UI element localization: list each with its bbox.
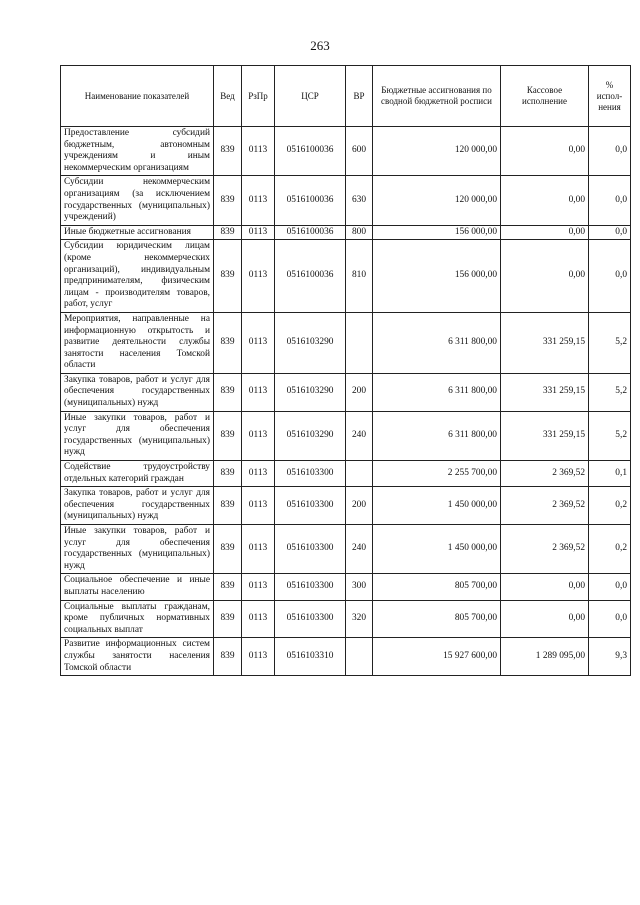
cell-assignments: 2 255 700,00 (373, 461, 501, 487)
table-row (61, 240, 631, 313)
cell-ved: 839 (214, 525, 242, 574)
cell-name: Субсидии юридическим лицам (кроме некоммерческих организаций), индивидуальным предпринимателям, физическим лицам - производителям товаров, работ, услуг (61, 240, 214, 313)
cell-name: Социальное обеспечение и иные выплаты населению (61, 574, 214, 600)
cell-assignments: 120 000,00 (373, 127, 501, 176)
table-row (61, 487, 631, 525)
cell-csr: 0516100036 (275, 176, 346, 225)
cell-name: Мероприятия, направленные на информационную открытость и развитие деятельности службы занятости населения Томской области (61, 312, 214, 373)
cell-cash: 0,00 (501, 240, 589, 313)
cell-ved: 839 (214, 411, 242, 460)
header-assignments: Бюджетные ассигнования по сводной бюджетной росписи (373, 66, 501, 127)
cell-assignments: 6 311 800,00 (373, 373, 501, 411)
budget-table (60, 65, 631, 676)
cell-name: Иные бюджетные ассигнования (61, 225, 214, 240)
table-header-row (61, 66, 631, 127)
cell-rzpr: 0113 (242, 312, 275, 373)
cell-name: Субсидии некоммерческим организациям (за исключением государственных (муниципальных) учреждений) (61, 176, 214, 225)
cell-assignments: 6 311 800,00 (373, 411, 501, 460)
cell-vr: 630 (346, 176, 373, 225)
cell-ved: 839 (214, 487, 242, 525)
page-number: 263 (310, 38, 330, 53)
cell-percent: 0,1 (589, 461, 631, 487)
cell-vr (346, 638, 373, 676)
cell-percent: 0,2 (589, 487, 631, 525)
cell-cash: 0,00 (501, 574, 589, 600)
cell-csr: 0516100036 (275, 127, 346, 176)
cell-cash: 0,00 (501, 127, 589, 176)
cell-csr: 0516103300 (275, 600, 346, 638)
cell-ved: 839 (214, 574, 242, 600)
cell-name: Закупка товаров, работ и услуг для обеспечения государственных (муниципальных) нужд (61, 373, 214, 411)
header-cash: Кассовое исполнение (501, 66, 589, 127)
cell-rzpr: 0113 (242, 574, 275, 600)
cell-rzpr: 0113 (242, 240, 275, 313)
header-name: Наименование показателей (61, 66, 214, 127)
cell-rzpr: 0113 (242, 127, 275, 176)
cell-percent: 5,2 (589, 373, 631, 411)
cell-csr: 0516103290 (275, 312, 346, 373)
cell-ved: 839 (214, 176, 242, 225)
cell-percent: 0,0 (589, 225, 631, 240)
cell-csr: 0516103300 (275, 574, 346, 600)
cell-cash: 0,00 (501, 176, 589, 225)
cell-name: Социальные выплаты гражданам, кроме публичных нормативных социальных выплат (61, 600, 214, 638)
cell-cash: 2 369,52 (501, 525, 589, 574)
cell-rzpr: 0113 (242, 176, 275, 225)
cell-cash: 0,00 (501, 225, 589, 240)
cell-ved: 839 (214, 127, 242, 176)
cell-name: Иные закупки товаров, работ и услуг для обеспечения государственных (муниципальных) нужд (61, 411, 214, 460)
cell-ved: 839 (214, 461, 242, 487)
table-row (61, 373, 631, 411)
cell-csr: 0516103290 (275, 373, 346, 411)
cell-vr: 800 (346, 225, 373, 240)
header-csr: ЦСР (275, 66, 346, 127)
cell-ved: 839 (214, 373, 242, 411)
header-vr: ВР (346, 66, 373, 127)
cell-vr (346, 312, 373, 373)
cell-assignments: 1 450 000,00 (373, 487, 501, 525)
cell-name: Содействие трудоустройству отдельных категорий граждан (61, 461, 214, 487)
cell-rzpr: 0113 (242, 638, 275, 676)
cell-percent: 0,0 (589, 127, 631, 176)
cell-percent: 9,3 (589, 638, 631, 676)
cell-cash: 331 259,15 (501, 312, 589, 373)
table-row (61, 638, 631, 676)
cell-percent: 5,2 (589, 312, 631, 373)
cell-percent: 0,0 (589, 240, 631, 313)
cell-assignments: 6 311 800,00 (373, 312, 501, 373)
cell-cash: 2 369,52 (501, 461, 589, 487)
cell-cash: 1 289 095,00 (501, 638, 589, 676)
cell-ved: 839 (214, 638, 242, 676)
cell-rzpr: 0113 (242, 525, 275, 574)
cell-percent: 0,0 (589, 176, 631, 225)
cell-ved: 839 (214, 312, 242, 373)
cell-vr (346, 461, 373, 487)
cell-name: Предоставление субсидий бюджетным, автономным учреждениям и иным некоммерческим организациям (61, 127, 214, 176)
table-body (61, 127, 631, 676)
cell-vr: 300 (346, 574, 373, 600)
cell-percent: 0,0 (589, 574, 631, 600)
table-row (61, 312, 631, 373)
cell-assignments: 1 450 000,00 (373, 525, 501, 574)
header-ved: Вед (214, 66, 242, 127)
table-row (61, 600, 631, 638)
cell-rzpr: 0113 (242, 461, 275, 487)
cell-name: Закупка товаров, работ и услуг для обеспечения государственных (муниципальных) нужд (61, 487, 214, 525)
cell-assignments: 805 700,00 (373, 600, 501, 638)
cell-rzpr: 0113 (242, 225, 275, 240)
cell-csr: 0516103300 (275, 461, 346, 487)
cell-csr: 0516103300 (275, 525, 346, 574)
cell-assignments: 156 000,00 (373, 240, 501, 313)
table-row (61, 574, 631, 600)
cell-vr: 600 (346, 127, 373, 176)
cell-assignments: 805 700,00 (373, 574, 501, 600)
cell-cash: 0,00 (501, 600, 589, 638)
cell-ved: 839 (214, 600, 242, 638)
cell-ved: 839 (214, 240, 242, 313)
cell-csr: 0516103300 (275, 487, 346, 525)
cell-name: Иные закупки товаров, работ и услуг для обеспечения государственных (муниципальных) нужд (61, 525, 214, 574)
cell-csr: 0516100036 (275, 240, 346, 313)
header-rzpr: РзПр (242, 66, 275, 127)
table-row (61, 176, 631, 225)
cell-ved: 839 (214, 225, 242, 240)
table-row (61, 525, 631, 574)
cell-rzpr: 0113 (242, 487, 275, 525)
header-percent: % испол-нения (589, 66, 631, 127)
cell-vr: 200 (346, 373, 373, 411)
cell-csr: 0516103310 (275, 638, 346, 676)
cell-vr: 320 (346, 600, 373, 638)
cell-assignments: 156 000,00 (373, 225, 501, 240)
cell-cash: 2 369,52 (501, 487, 589, 525)
cell-percent: 0,2 (589, 525, 631, 574)
cell-vr: 240 (346, 411, 373, 460)
cell-vr: 240 (346, 525, 373, 574)
cell-name: Развитие информационных систем службы занятости населения Томской области (61, 638, 214, 676)
cell-vr: 810 (346, 240, 373, 313)
cell-assignments: 15 927 600,00 (373, 638, 501, 676)
cell-rzpr: 0113 (242, 373, 275, 411)
cell-csr: 0516103290 (275, 411, 346, 460)
cell-cash: 331 259,15 (501, 373, 589, 411)
cell-percent: 0,0 (589, 600, 631, 638)
cell-assignments: 120 000,00 (373, 176, 501, 225)
cell-cash: 331 259,15 (501, 411, 589, 460)
table-row (61, 411, 631, 460)
table-row (61, 225, 631, 240)
cell-rzpr: 0113 (242, 411, 275, 460)
cell-csr: 0516100036 (275, 225, 346, 240)
table-row (61, 461, 631, 487)
cell-vr: 200 (346, 487, 373, 525)
table-row (61, 127, 631, 176)
cell-rzpr: 0113 (242, 600, 275, 638)
cell-percent: 5,2 (589, 411, 631, 460)
